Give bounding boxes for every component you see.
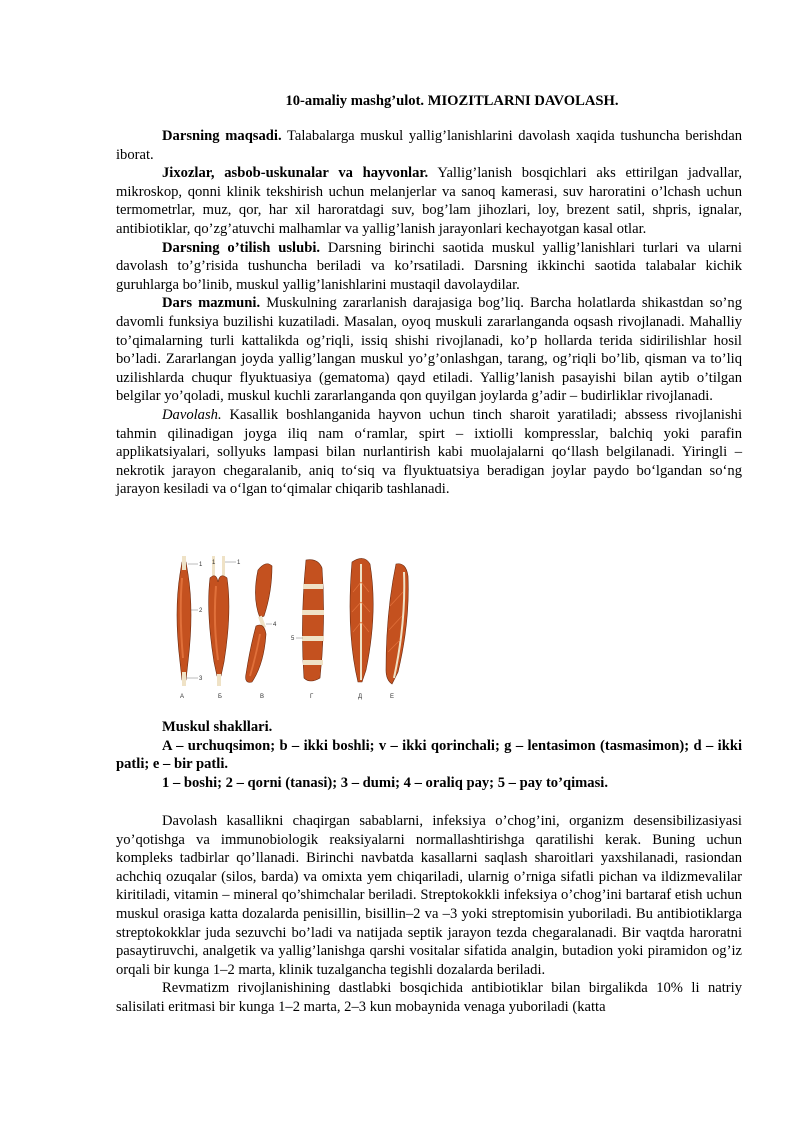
treatment-section — [116, 812, 742, 1017]
goal-paragraph — [116, 127, 742, 164]
muscle-biceps — [209, 556, 236, 686]
equipment-label: Jixozlar, asbob-uskunalar va hayvonlar. — [162, 165, 429, 182]
muscle-digastric — [246, 564, 272, 683]
method-text: Darsning birinchi saotida muskul yallig’lanishlari turlari va ularni davolash to’g’risida tushuncha beriladi va ko’rsatiladi. Darsning ikkinchi saotida talabalar kichik guruhlarga bo’linib, muskul yallig’lanishlarini mustaqil davolaydilar. — [116, 239, 742, 293]
caption-title: Muskul shakllari. — [162, 719, 273, 735]
caption-parts: 1 – boshi; 2 – qorni (tanasi); 3 – dumi; 4 – oraliq pay; 5 – pay to’qimasi. — [162, 774, 608, 791]
figure-number-4: 4 — [273, 622, 277, 628]
muscle-unipennate — [386, 564, 408, 684]
content-label: Dars mazmuni. — [162, 295, 261, 312]
method-paragraph — [116, 239, 742, 295]
figure-letter-b: Б — [218, 694, 222, 700]
muscle-shapes-illustration — [160, 552, 420, 702]
page-title: 10-amaliy mashg’ulot. MIOZITLARNI DAVOLASH. — [285, 93, 619, 109]
figure-letter-a: А — [180, 694, 185, 700]
method-label: Darsning o’tilish uslubi. — [162, 239, 321, 256]
muscle-bipennate — [350, 558, 373, 682]
rheumatism-paragraph: Revmatizm rivojlanishining dastlabki bosqichida antibiotiklar bilan birgalikda 10% li natriy salisilati eritmasi bir kunga 1–2 marta, 2–3 kun mobaynida venaga yuboriladi (katta — [116, 980, 742, 1015]
figure-letter-d: Д — [358, 694, 363, 700]
figure-caption — [116, 718, 742, 792]
muscle-fusiform — [177, 556, 198, 686]
treatment-text: Kasallik boshlanganida hayvon uchun tinch sharoit yaratiladi; abssess rivojlanishi tahmin qilinadigan joyga iliq nam o‘ramlar, spirt – ixtiolli kompresslar, balchiq yoki parafin applikatsiyalari, sollyuks lampasi bilan nurlantirish kabi muolajalarni qo‘llash belgilanadi. Yiringli – nekrotik jarayon chegaralanib, aniq to‘siq va flyuktuatsiya beradigan joylar paydo bo‘lgandan so‘ng jarayon kesiladi va o‘lgan to‘qimalar chiqarib tashlanadi. — [116, 406, 742, 498]
figure-number-3: 3 — [199, 676, 203, 682]
figure-number-5: 5 — [291, 636, 295, 642]
equipment-text: Yallig’lanish bosqichlari aks ettirilgan jadvallar, mikroskop, qonni klinik tekshirish uchun melanjerlar va sanoq kamerasi, suv haroratini o’lchash uchun termometrlar, muz, qor, har xil haroratdagi suv, bog’lam jihozlari, loy, brezent satil, shpris, ignalar, antibiotiklar, qo’zg’atuvchi malhamlar va yallig’lanish jarayonlari kechayotgan kasal otlar. — [116, 165, 743, 237]
figure-number-2: 2 — [199, 608, 203, 614]
figure-letter-e: Е — [390, 694, 395, 700]
treatment-label: Davolash. — [162, 406, 222, 423]
equipment-paragraph — [116, 164, 742, 238]
treatment-paragraph — [116, 406, 742, 499]
figure-letter-v: В — [260, 694, 265, 700]
figure-number-1a: 1 — [199, 562, 203, 568]
goal-label: Darsning maqsadi. — [162, 128, 282, 144]
intro-section — [116, 127, 742, 499]
caption-types: A – urchuqsimon; b – ikki boshli; v – ikki qorinchali; g – lentasimon (tasmasimon); d – ikki patli; e – bir patli. — [116, 737, 742, 773]
muscle-shapes-figure — [160, 552, 420, 702]
content-paragraph — [116, 294, 742, 406]
figure-letter-g: Г — [310, 694, 314, 700]
figure-number-1c: 1 — [237, 560, 241, 566]
treatment-details-paragraph: Davolash kasallikni chaqirgan sabablarni, infeksiya o’chog’ini, organizm desensibilizasiyasi yo’qotishga va immunobiologik reaksiyalarni normallashtirishga qaratilishi kerak. Buning uchun kompleks tadbirlar qo’llanadi. Birinchi navbatda kasallarni saqlash sharoitlari yaxshilanadi, rasiondan achchiq ozuqalar (silos, barda) va omixta yem chiqariladi, ularnig o’rniga sifatli pichan va ildizmevalilar kiritiladi, vitamin – mineral qo’shimchalar beriladi. Streptokokkli infeksiya o’chog’ini bartaraf etish uchun muskul orasiga katta dozalarda penisillin, bisillin–2 va –3 yoki streptomisin yuboriladi. Bu antibiotiklarga streptokokklar juda sezuvchi bo’ladi va natijada septik jarayon tezda chegaralanadi. Bir vaqtda haroratni pasaytiruvchi, analgetik va yallig’lanishga qarshi vositalar sifatida analgin, butadion yoki piramidon og’iz orqali bir kunga 1–2 marta, klinik tuzalganchа tegishli dozalarda beriladi. — [116, 813, 742, 978]
muscle-strap — [296, 560, 324, 681]
figure-number-1b: 1 — [212, 560, 216, 566]
goal-text: Talabalarga muskul yallig’lanishlarini davolash xaqida tushuncha berishdan iborat. — [116, 128, 742, 163]
content-text: Muskulning zararlanish darajasiga bog’liq. Barcha holatlarda shikastdan so’ng davomli funksiya buzilishi kuzatiladi. Masalan, oyoq muskuli zararlanganda oqsash rivojlanadi. Mahalliy to’qimalarning turli kattalikda og’riqli, issiq shishi rivojlanadi, ko’p hollarda terida sidirilishlar hosil bo’ladi. Zararlangan joyda yallig’langan muskul yo’g’onlashgan, tarang, og’riqli bo’lib, qisman va to’liq uzilishlarda chuqur flyuktuasiya (gematoma) qayd etiladi. Yallig’lanish pasayishi bilan aytib o’tilgan belgilar yo’qoladi, muskul kuchli zararlanganda qon quyilgan joylarda g’adir – budirliklar rivojlanadi. — [116, 295, 742, 405]
